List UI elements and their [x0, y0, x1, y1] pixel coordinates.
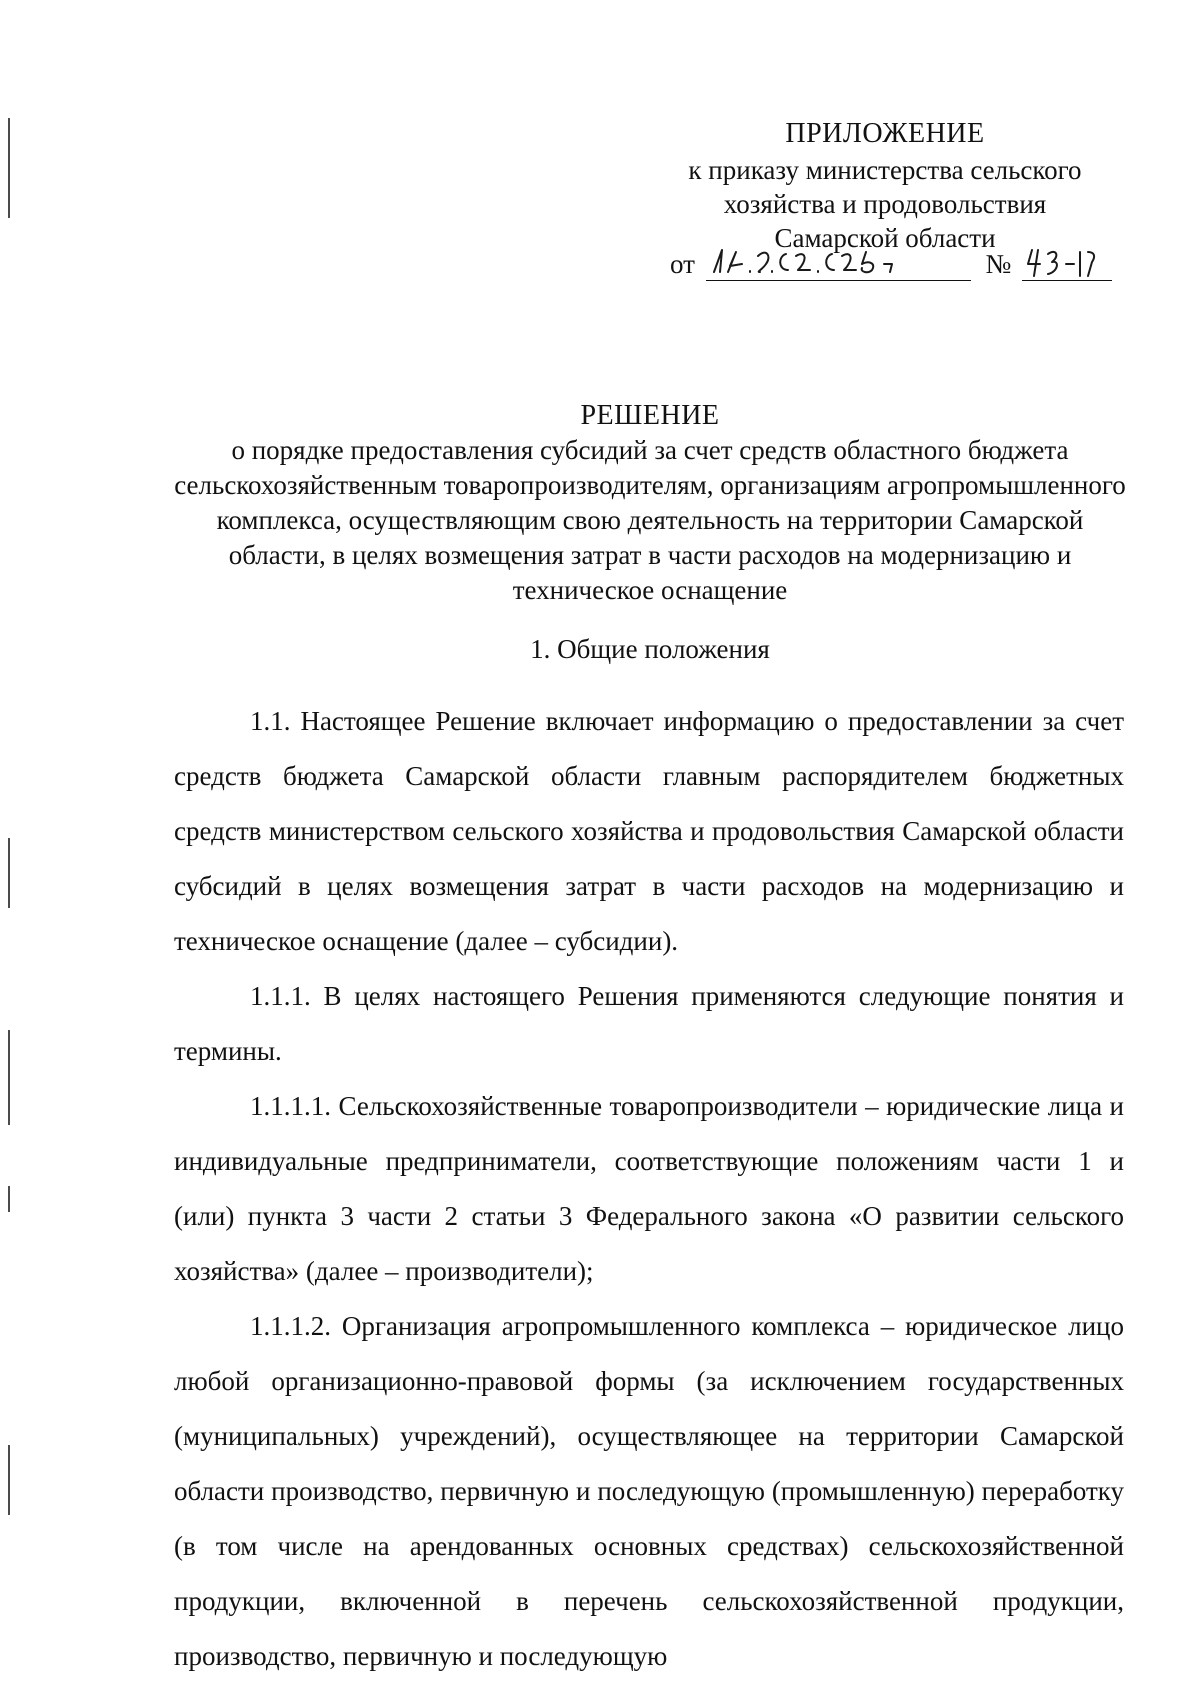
handwritten-date	[706, 250, 971, 281]
handwritten-date-ink	[706, 242, 966, 282]
paragraph: 1.1.1. В целях настоящего Решения применяются следующие понятия и термины.	[174, 981, 1124, 1066]
appendix-title: ПРИЛОЖЕНИЕ	[785, 118, 985, 149]
decision-title: РЕШЕНИЕ	[580, 400, 720, 431]
date-prefix: от	[670, 249, 695, 279]
appendix-line-3: Самарской области	[774, 223, 996, 253]
body-text	[174, 694, 1124, 1684]
appendix-dateline	[670, 247, 1120, 281]
appendix-line-1: к приказу министерства сельского	[688, 155, 1082, 185]
scan-mark	[8, 1030, 10, 1125]
appendix-line-2: хозяйства и продовольствия	[723, 189, 1047, 219]
handwritten-number	[1022, 250, 1112, 281]
decision-block	[170, 398, 1130, 608]
scan-mark	[8, 1445, 10, 1515]
paragraph: 1.1.1.1. Сельскохозяйственные товаропроизводители – юридические лица и индивидуальные предприниматели, соответствующие положениям части 1 и (или) пункта 3 части 2 статьи 3 Федерального закона «О развитии сельского хозяйства» (далее – производители);	[174, 1091, 1124, 1286]
appendix-header	[640, 117, 1130, 255]
scan-mark	[8, 838, 10, 908]
scan-mark	[8, 118, 10, 218]
number-prefix: №	[985, 249, 1012, 279]
handwritten-number-ink	[1022, 242, 1112, 282]
paragraph: 1.1. Настоящее Решение включает информацию о предоставлении за счет средств бюджета Самарской области главным распорядителем бюджетных средств министерством сельского хозяйства и продовольствия Самарской области субсидий в целях возмещения затрат в части расходов на модернизацию и техническое оснащение (далее – субсидии).	[174, 706, 1124, 956]
scan-mark	[8, 1186, 10, 1212]
section-heading: 1. Общие положения	[530, 634, 770, 664]
paragraph: 1.1.1.2. Организация агропромышленного комплекса – юридическое лицо любой организационно-правовой формы (за исключением государственных (муниципальных) учреждений), осуществляющее на территории Самарской области производство, первичную и последующую (промышленную) переработку (в том числе на арендованных основных средствах) сельскохозяйственной продукции, включенной в перечень сельскохозяйственной продукции, производство, первичную и последующую	[174, 1311, 1124, 1671]
decision-subtitle: о порядке предоставления субсидий за счет средств областного бюджета сельскохозяйственным товаропроизводителям, организациям агропромышленного комплекса, осуществляющим свою деятельность на территории Самарской области, в целях возмещения затрат в части расходов на модернизацию и техническое оснащение	[174, 435, 1126, 605]
